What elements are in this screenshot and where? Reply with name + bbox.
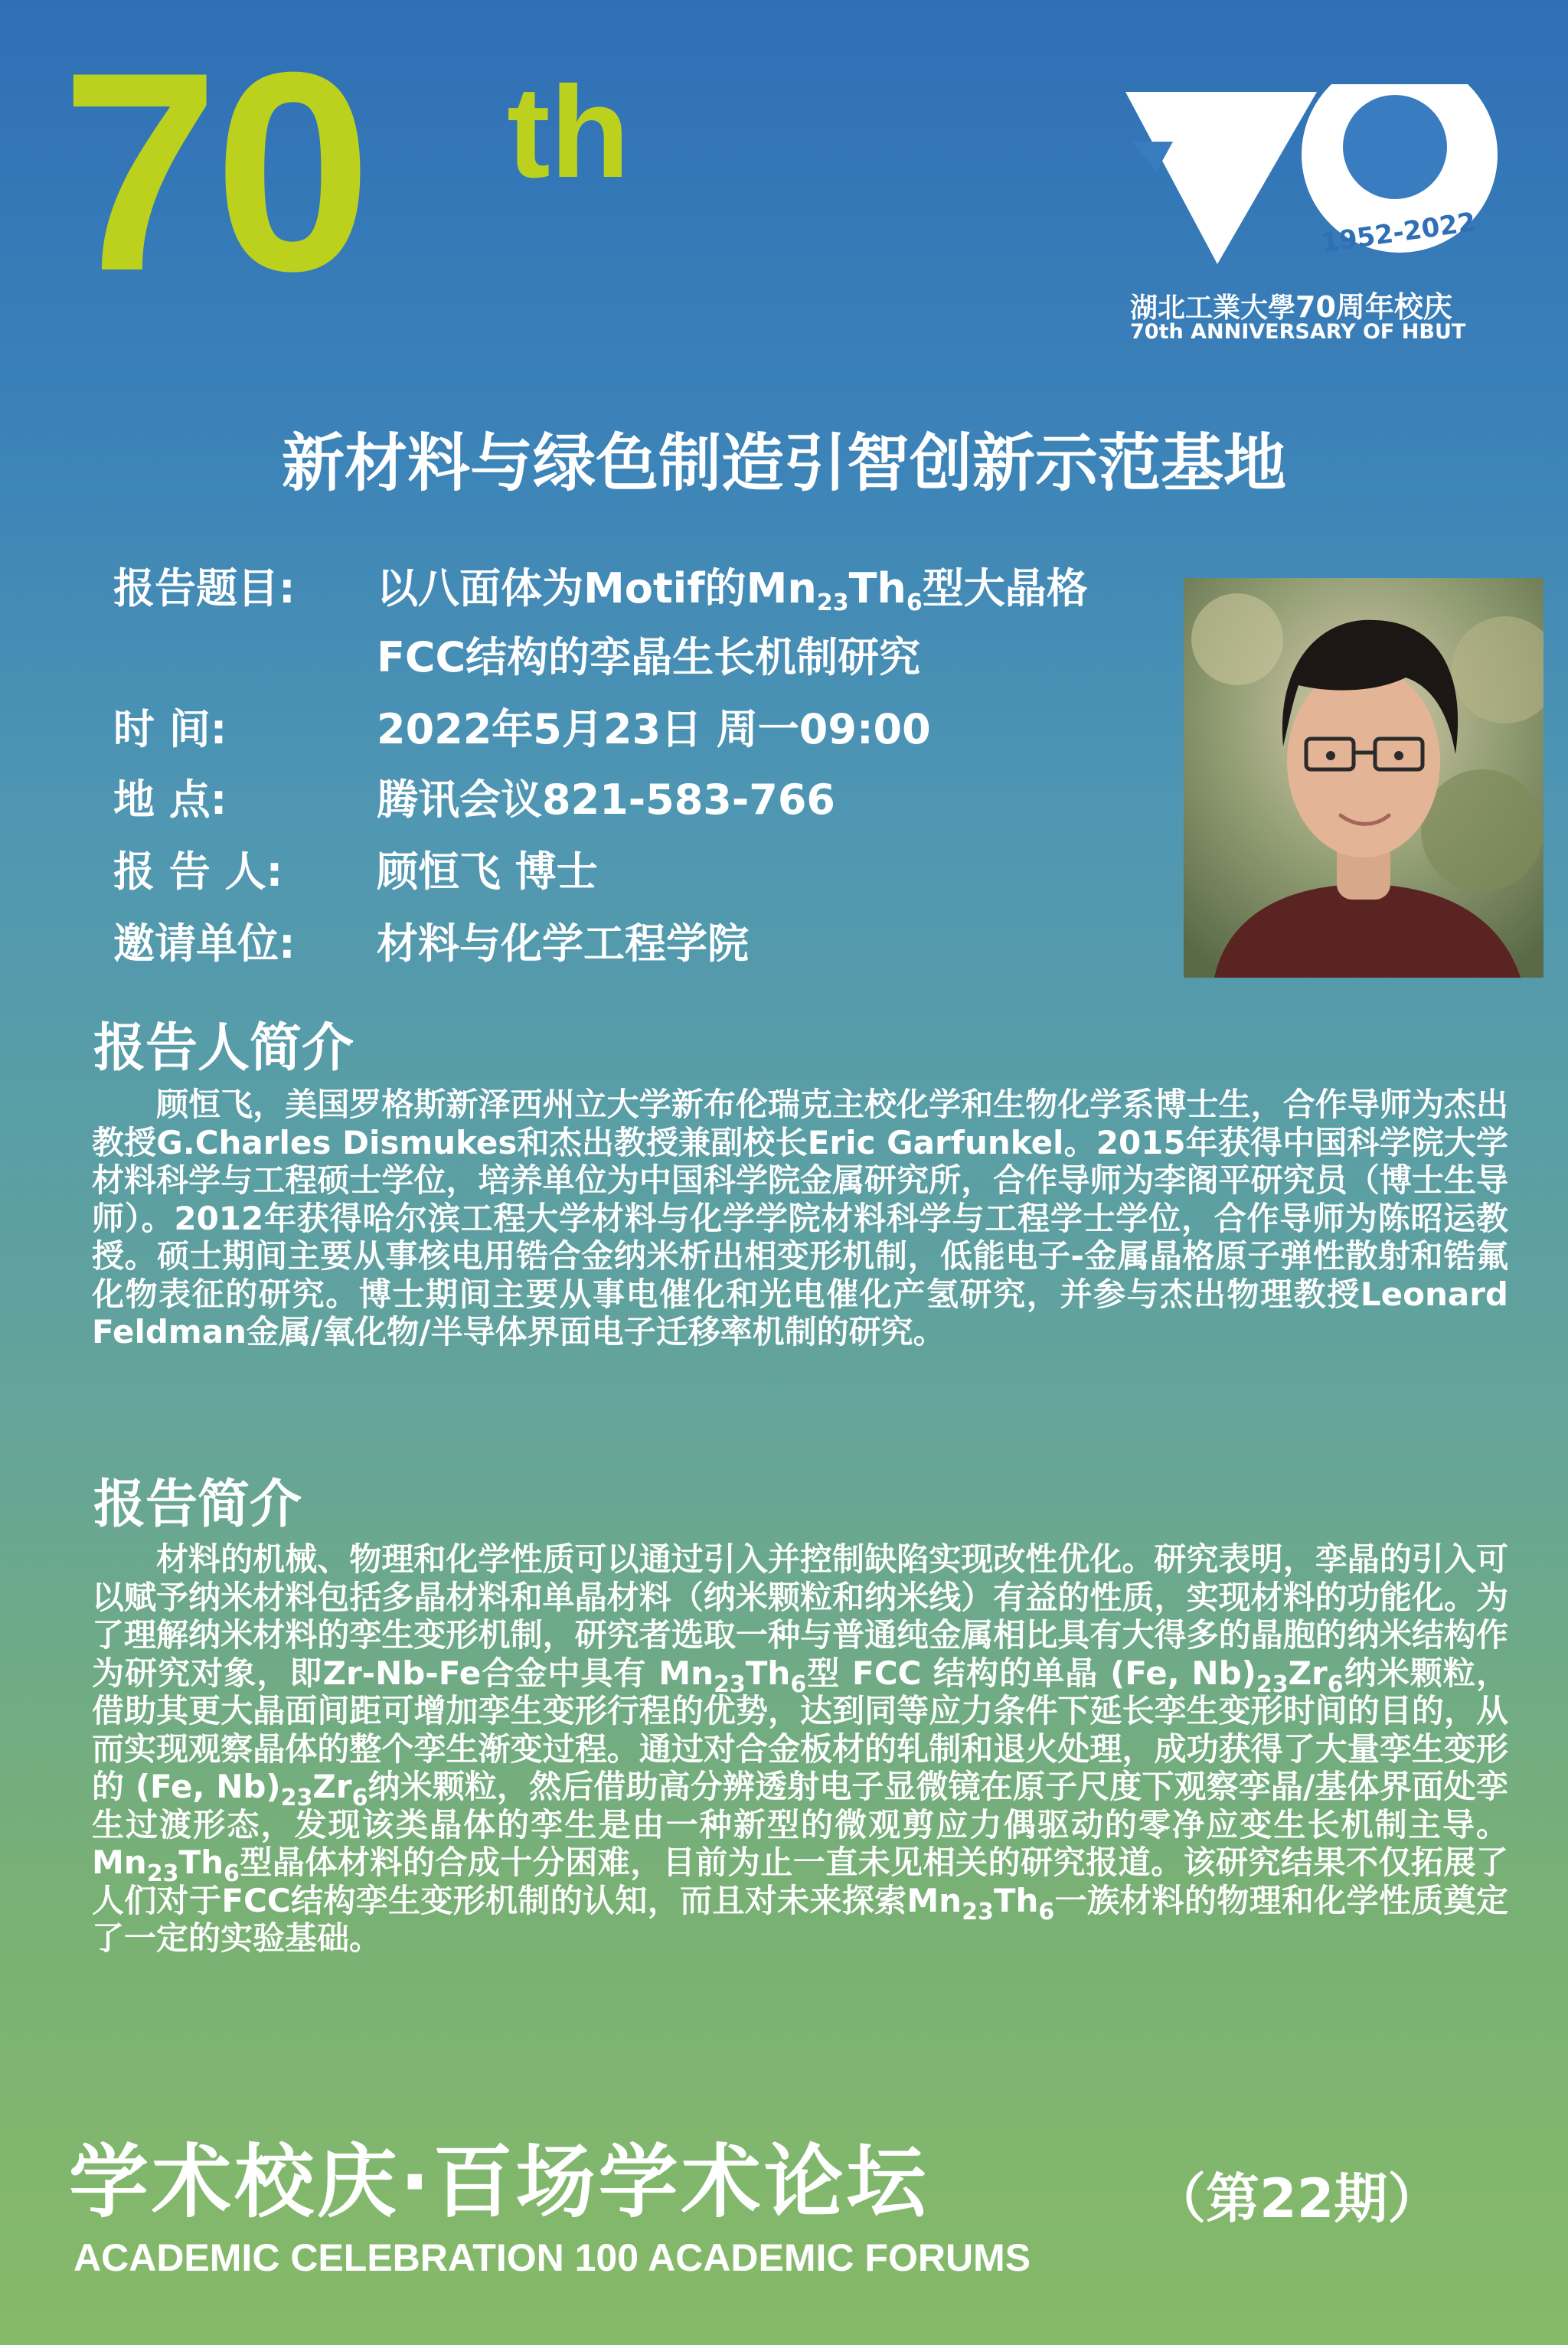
logo-school: 湖北工業大學	[1130, 292, 1296, 324]
footer-forum-title: 学术校庆·百场学术论坛	[69, 2135, 929, 2229]
speaker-label: 报 告 人:	[113, 848, 283, 896]
topic-line1: 以八面体为Motif的$Mn_{23}Th_6$型大晶格	[377, 564, 1088, 616]
host-label: 邀请单位:	[113, 919, 296, 968]
place-value: 腾讯会议821-583-766	[377, 776, 835, 824]
logo-event: 70周年校庆	[1295, 290, 1452, 324]
big-70-number: 70	[61, 14, 368, 330]
big-th-suffix: th	[507, 60, 630, 205]
place-label: 地 点:	[113, 776, 227, 824]
abstract-paragraph: 材料的机械、物理和化学性质可以通过引入并控制缺陷实现改性优化。研究表明，孪晶的引入可以赋予纳米材料包括多晶材料和单晶材料（纳米颗粒和纳米线）有益的性质，实现材料的功能化。为了理解纳米材料的孪生变形机制，研究者选取一种与普通纯金属相比具有大得多的晶胞的纳米结构作为研究对象，即Zr-Nb-Fe合金中具有 $Mn_{23}Th_6$型 FCC 结构的单晶 (Fe, $Nb)_{23}Zr_6$纳米颗粒，借助其更大晶面间距可增加孪生变形行程的优势，达到同等应力条件下延长孪生变形时间的目的，从而实现观察晶体的整个孪生渐变过程。通过对合金板材的轧制和退火处理，成功获得了大量孪生变形的 (Fe, $Nb)_{23}Zr_6$纳米颗粒，然后借助高分辨透射电子显微镜在原子尺度下观察孪晶/基体界面处孪生过渡形态，发现该类晶体的孪生是由一种新型的微观剪应力偶驱动的零净应变生长机制主导。$Mn_{23}Th_6$型晶体材料的合成十分困难，目前为止一直未见相关的研究报道。该研究结果不仅拓展了人们对于FCC结构孪生变形机制的认知，而且对未来探索$Mn_{23}Th_6$一族材料的物理和化学性质奠定了一定的实验基础。	[92, 1540, 1509, 1957]
time-value: 2022年5月23日 周一09:00	[377, 705, 931, 753]
logo-cn-text	[1130, 283, 1452, 325]
page-title: 新材料与绿色制造引智创新示范基地	[281, 427, 1286, 500]
topic-label: 报告题目:	[113, 564, 296, 612]
speaker-value: 顾恒飞 博士	[377, 848, 598, 896]
bio-heading: 报告人简介	[93, 1018, 354, 1079]
footer-issue-number: （第22期）	[1152, 2167, 1442, 2230]
logo-en-text: 70th ANNIVERSARY OF HBUT	[1130, 320, 1466, 344]
abstract-heading: 报告简介	[93, 1475, 302, 1535]
bio-paragraph: 顾恒飞，美国罗格斯新泽西州立大学新布伦瑞克主校化学和生物化学系博士生，合作导师为杰出教授G.Charles Dismukes和杰出教授兼副校长Eric Garfunkel。2015年获得中国科学院大学材料科学与工程硕士学位，培养单位为中国科学院金属研究所，合作导师为李阁平研究员（博士生导师）。2012年获得哈尔滨工程大学材料与化学学院材料科学与工程学士学位，合作导师为陈昭运教授。硕士期间主要从事核电用锆合金纳米析出相变形机制，低能电子-金属晶格原子弹性散射和锆氟化物表征的研究。博士期间主要从事电催化和光电催化产氢研究，并参与杰出物理教授Leonard Feldman金属/氧化物/半导体界面电子迁移率机制的研究。	[92, 1086, 1508, 1350]
time-label: 时 间:	[113, 705, 227, 753]
host-value: 材料与化学工程学院	[377, 919, 749, 968]
footer-forum-title-en: ACADEMIC CELEBRATION 100 ACADEMIC FORUMS	[74, 2236, 1031, 2279]
topic-line2: FCC结构的孪晶生长机制研究	[377, 633, 921, 681]
speaker-photo	[1184, 578, 1544, 978]
logo-years: 1952-2022	[1318, 207, 1478, 260]
